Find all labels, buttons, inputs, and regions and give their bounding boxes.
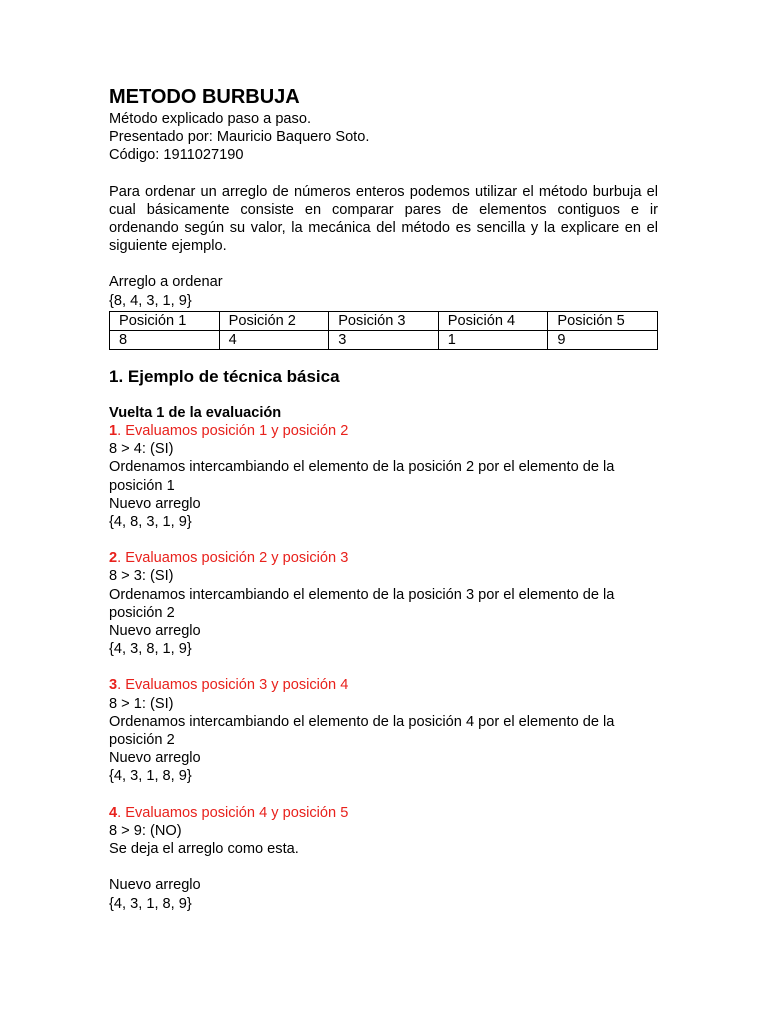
step-comparison: 8 > 3: (SI) — [109, 568, 174, 585]
table-row — [110, 330, 658, 349]
array-label: Arreglo a ordenar — [109, 274, 223, 291]
table-header-cell: Posición 5 — [548, 311, 658, 330]
new-array-label: Nuevo arreglo — [109, 750, 201, 767]
array-table — [109, 311, 658, 350]
document-code: Código: 1911027190 — [109, 147, 244, 164]
new-array-value: {4, 3, 8, 1, 9} — [109, 641, 192, 658]
step-block — [109, 676, 658, 785]
step-action: Ordenamos intercambiando el elemento de la posición 2 por el elemento de la — [109, 459, 615, 476]
document-title: METODO BURBUJA — [109, 86, 300, 108]
round-heading: Vuelta 1 de la evaluación — [109, 404, 282, 421]
step-action: Ordenamos intercambiando el elemento de la posición 4 por el elemento de la — [109, 713, 615, 730]
step-block — [109, 804, 658, 913]
step-number: 3 — [109, 677, 118, 694]
document-content — [109, 84, 658, 913]
step-comparison: 8 > 9: (NO) — [109, 822, 182, 839]
new-array-value: {4, 3, 1, 8, 9} — [109, 895, 192, 912]
step-number: 1 — [109, 423, 118, 440]
step-action-cont: posición 2 — [109, 732, 175, 749]
step-heading-text: . Evaluamos posición 1 y posición 2 — [117, 423, 349, 440]
document-subtitle: Método explicado paso a paso. — [109, 111, 312, 127]
new-array-value: {4, 8, 3, 1, 9} — [109, 514, 192, 531]
step-number: 4 — [109, 804, 118, 821]
step-action-cont: posición 1 — [109, 477, 175, 494]
step-heading-text: . Evaluamos posición 4 y posición 5 — [117, 804, 349, 821]
step-heading — [109, 676, 658, 694]
step-comparison: 8 > 4: (SI) — [109, 441, 174, 458]
step-heading-text: . Evaluamos posición 2 y posición 3 — [117, 550, 349, 567]
section-heading: 1. Ejemplo de técnica básica — [109, 366, 340, 386]
step-heading — [109, 804, 658, 822]
new-array-value: {4, 3, 1, 8, 9} — [109, 768, 192, 785]
table-cell: 9 — [548, 330, 658, 349]
table-header-cell: Posición 1 — [110, 311, 220, 330]
step-block — [109, 549, 658, 658]
table-cell: 4 — [219, 330, 329, 349]
step-number: 2 — [109, 550, 118, 567]
table-cell: 1 — [438, 330, 548, 349]
step-heading — [109, 549, 658, 567]
step-heading — [109, 422, 658, 440]
new-array-label: Nuevo arreglo — [109, 495, 201, 512]
table-header-cell: Posición 4 — [438, 311, 548, 330]
step-action: Se deja el arreglo como esta. — [109, 841, 299, 858]
step-block — [109, 422, 658, 531]
table-cell: 8 — [110, 330, 220, 349]
table-header-cell: Posición 3 — [329, 311, 439, 330]
step-action: Ordenamos intercambiando el elemento de la posición 3 por el elemento de la — [109, 586, 615, 603]
document-author: Presentado por: Mauricio Baquero Soto. — [109, 129, 370, 146]
step-action-cont: posición 2 — [109, 604, 175, 621]
intro-paragraph: Para ordenar un arreglo de números enteros podemos utilizar el método burbuja el cual básicamente consiste en comparar pares de elementos contiguos e ir ordenando según su valor, la mecánica del método es sencilla y la explicare en el siguiente ejemplo. — [109, 183, 658, 255]
table-header-cell: Posición 2 — [219, 311, 329, 330]
step-comparison: 8 > 1: (SI) — [109, 695, 174, 712]
array-initial: {8, 4, 3, 1, 9} — [109, 292, 192, 309]
table-header-row — [110, 311, 658, 330]
table-cell: 3 — [329, 330, 439, 349]
new-array-label: Nuevo arreglo — [109, 877, 201, 894]
step-heading-text: . Evaluamos posición 3 y posición 4 — [117, 677, 349, 694]
new-array-label: Nuevo arreglo — [109, 623, 201, 640]
